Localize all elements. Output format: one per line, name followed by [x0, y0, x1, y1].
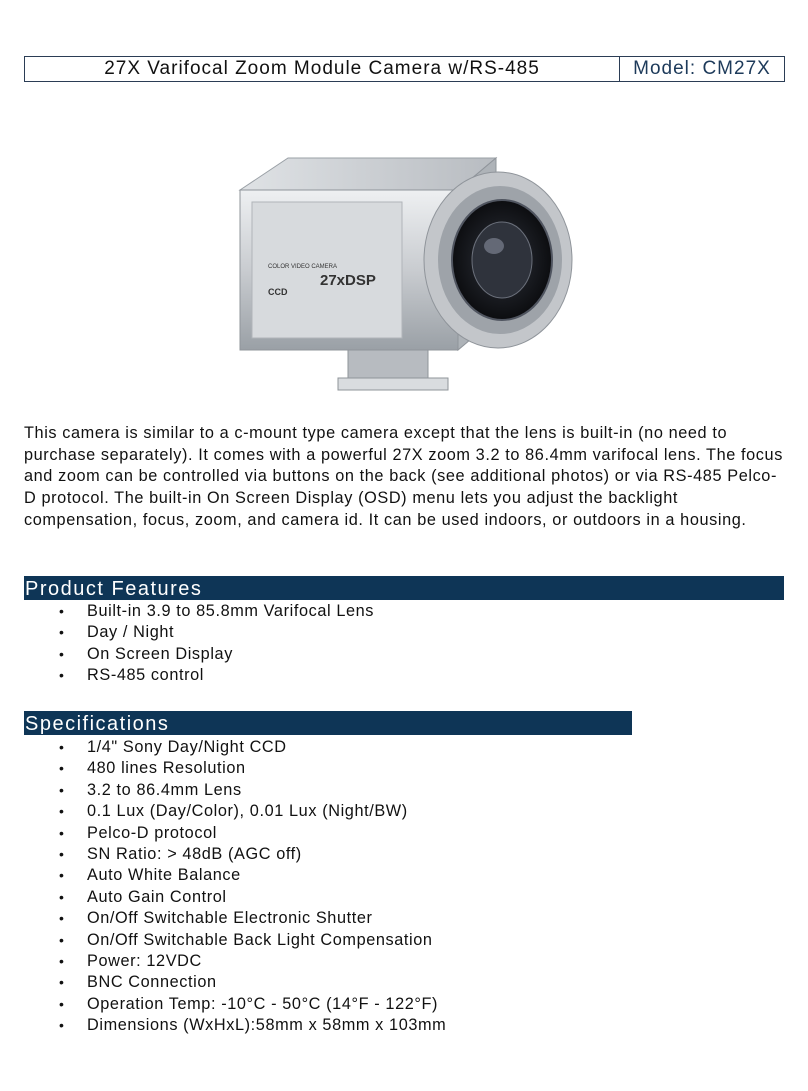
- model-number: Model: CM27X: [633, 58, 771, 79]
- lens-icon: [424, 172, 572, 348]
- list-item: • Auto White Balance: [0, 865, 780, 886]
- list-item: • RS-485 control: [0, 665, 780, 686]
- list-item: • Auto Gain Control: [0, 887, 780, 908]
- header-table: [24, 56, 785, 82]
- bullet-icon: •: [59, 995, 65, 1012]
- list-item: • BNC Connection: [0, 972, 780, 993]
- list-item: • 0.1 Lux (Day/Color), 0.01 Lux (Night/BW): [0, 801, 780, 822]
- specifications-list: [0, 737, 780, 1036]
- bullet-icon: •: [59, 824, 65, 841]
- bullet-icon: •: [59, 910, 65, 927]
- list-item: • Operation Temp: -10°C - 50°C (14°F - 122°F): [0, 994, 780, 1015]
- bullet-icon: •: [59, 781, 65, 798]
- bullet-icon: •: [59, 803, 65, 820]
- bullet-icon: •: [59, 739, 65, 755]
- bullet-icon: •: [59, 645, 65, 662]
- list-item: • 3.2 to 86.4mm Lens: [0, 780, 780, 801]
- camera-photo: [228, 150, 588, 400]
- section-title-features: Product Features: [24, 576, 784, 600]
- list-item: • 1/4" Sony Day/Night CCD: [0, 737, 780, 758]
- list-item: • Power: 12VDC: [0, 951, 780, 972]
- bullet-icon: •: [59, 931, 65, 948]
- list-item: • Dimensions (WxHxL):58mm x 58mm x 103mm: [0, 1015, 780, 1036]
- list-item: • 480 lines Resolution: [0, 758, 780, 779]
- intro-paragraph: This camera is similar to a c-mount type camera except that the lens is built-in (no need to purchase separately). It comes with a powerful 27X zoom 3.2 to 86.4mm varifocal lens. The focus and zoom can be controlled via buttons on the back (see additional photos) or via RS-485 Pelco-D protocol. The built-in On Screen Display (OSD) menu lets you adjust the backlight compensation, focus, zoom, and camera id. It can be used indoors, or outdoors in a housing.: [24, 424, 783, 529]
- list-item: • On Screen Display: [0, 644, 780, 665]
- bullet-icon: •: [59, 845, 65, 862]
- camera-label-logo: CCD: [268, 287, 288, 297]
- bullet-icon: •: [59, 974, 65, 991]
- camera-label-line1: COLOR VIDEO CAMERA: [268, 264, 338, 270]
- list-item: • On/Off Switchable Back Light Compensation: [0, 930, 780, 951]
- features-list: [0, 601, 780, 687]
- bullet-icon: •: [59, 1017, 65, 1034]
- bullet-icon: •: [59, 952, 65, 969]
- bullet-icon: •: [59, 667, 65, 684]
- list-item: • Pelco-D protocol: [0, 823, 780, 844]
- page-title: 27X Varifocal Zoom Module Camera w/RS-485: [25, 57, 620, 81]
- section-title-specifications: Specifications: [24, 711, 632, 735]
- list-item: • Day / Night: [0, 622, 780, 643]
- camera-label-brand: 27xDSP: [320, 272, 376, 289]
- bullet-icon: •: [59, 624, 65, 641]
- bullet-icon: •: [59, 867, 65, 884]
- list-item: • SN Ratio: > 48dB (AGC off): [0, 844, 780, 865]
- list-item: • On/Off Switchable Electronic Shutter: [0, 908, 780, 929]
- bullet-icon: •: [59, 760, 65, 777]
- bullet-icon: •: [59, 603, 65, 619]
- bullet-icon: •: [59, 888, 65, 905]
- list-item: • Built-in 3.9 to 85.8mm Varifocal Lens: [0, 601, 780, 622]
